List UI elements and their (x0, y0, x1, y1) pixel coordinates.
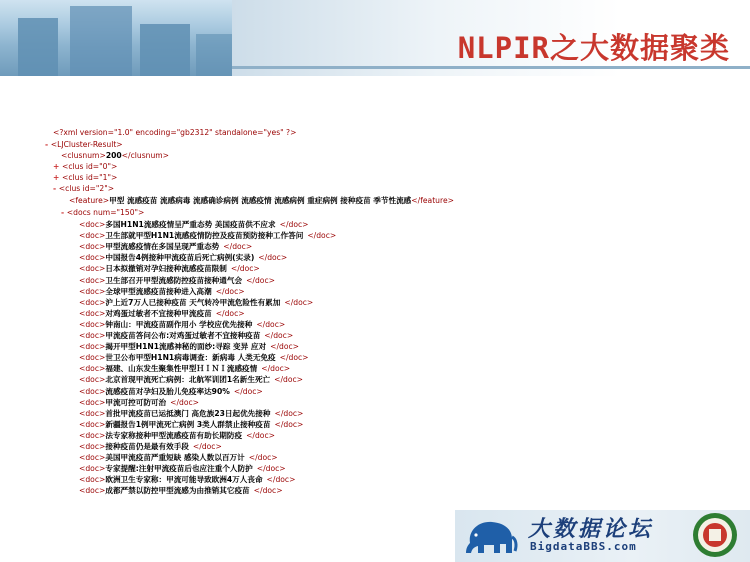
xml-doc-open: <doc> (79, 453, 106, 463)
xml-doc-close: </doc> (274, 419, 304, 429)
xml-doc-open: <doc> (79, 253, 106, 263)
xml-doc-open: <doc> (79, 408, 106, 418)
xml-doc-title: 新疆报告1例甲流死亡病例 3类人群禁止接种疫苗 (105, 419, 271, 429)
xml-root-tag: <LJCluster-Result> (50, 140, 123, 149)
xml-doc-close: </doc> (274, 408, 304, 418)
xml-doc-line (79, 375, 303, 385)
xml-doc-line (79, 353, 309, 363)
xml-docs-tag: <docs num="150"> (66, 208, 145, 217)
xml-doc-line (79, 287, 245, 297)
xml-doc-title: 首批甲流疫苗已运抵澳门 高危族23日起优先接种 (105, 408, 271, 418)
xml-doc-title: 中国报告4例接种甲流疫苗后死亡病例(实录) (105, 253, 255, 263)
xml-doc-line (79, 475, 295, 485)
xml-doc-title: 甲流疫苗答问公布:对鸡蛋过敏者不宜接种疫苗 (105, 331, 261, 340)
xml-doc-open: <doc> (79, 319, 106, 329)
xml-docs-line (61, 208, 144, 218)
xml-doc-line (79, 420, 303, 430)
xml-doc-open: <doc> (79, 386, 106, 396)
xml-clus0-line (53, 162, 117, 172)
xml-doc-close: </doc> (253, 486, 283, 496)
xml-doc-open: <doc> (79, 297, 106, 307)
xml-doc-title: 甲流可控可防可治 (105, 397, 167, 407)
xml-doc-close: </doc> (215, 286, 245, 296)
xml-clus1-line (53, 173, 117, 183)
xml-doc-title: 美国甲流疫苗严重短缺 感染人数以百万计 (105, 453, 245, 463)
header-building-photo (0, 0, 232, 76)
xml-doc-open: <doc> (79, 242, 106, 252)
footer-logo-url: BigdataBBS.com (530, 540, 637, 553)
xml-doc-close: </doc> (223, 242, 253, 252)
xml-doc-line (79, 387, 263, 397)
xml-doc-close: </doc> (279, 353, 309, 363)
xml-clusnum-line (61, 151, 169, 161)
xml-doc-line (79, 242, 252, 252)
xml-doc-line (79, 442, 222, 452)
xml-doc-title: 多国H1N1流感疫情呈严重态势 美国疫苗供不应求 (105, 220, 276, 229)
xml-doc-open: <doc> (79, 397, 106, 407)
collapse-toggle-root[interactable]: - (45, 140, 51, 149)
xml-doc-title: 法专家称接种甲型流感疫苗有助长期防疫 (105, 430, 243, 440)
xml-doc-close: </doc> (266, 475, 296, 485)
footer-logo-name: 大数据论坛 (528, 516, 654, 542)
xml-doc-line (79, 486, 283, 496)
xml-doc-line (79, 331, 293, 341)
xml-doc-open: <doc> (79, 231, 106, 241)
xml-clus1-tag: <clus id="1"> (62, 173, 118, 182)
xml-doc-open: <doc> (79, 419, 106, 429)
xml-clus0-tag: <clus id="0"> (62, 162, 118, 171)
xml-doc-line (79, 298, 313, 308)
xml-doc-open: <doc> (79, 342, 106, 352)
xml-clus2-line (53, 184, 114, 194)
collapse-toggle-clus2[interactable]: - (53, 184, 59, 193)
xml-doc-close: </doc> (230, 264, 260, 274)
xml-doc-open: <doc> (79, 442, 106, 451)
xml-doc-close: </doc> (246, 275, 275, 285)
xml-doc-title: 卫生部召开甲型流感防控疫苗接种通气会 (105, 275, 243, 285)
xml-doc-title: 全球甲型流感疫苗接种进入高潮 (105, 286, 212, 296)
xml-doc-line (79, 231, 336, 241)
collapse-toggle-docs[interactable]: - (61, 208, 67, 217)
elephant-logo-icon (462, 513, 520, 557)
xml-doc-open: <doc> (79, 464, 106, 474)
xml-doc-title: 钟南山：甲流疫苗副作用小 学校应优先接种 (105, 319, 253, 329)
xml-doc-open: <doc> (79, 353, 106, 363)
xml-clus2-tag: <clus id="2"> (58, 184, 115, 193)
xml-doc-close: </doc> (307, 231, 337, 241)
xml-doc-close: </doc> (284, 297, 314, 307)
xml-declaration: <?xml version="1.0" encoding="gb2312" standalone="yes" ?> (53, 128, 297, 137)
xml-clusnum-open: <clusnum> (61, 151, 106, 160)
xml-doc-line (79, 453, 278, 463)
xml-doc-open: <doc> (79, 364, 106, 374)
xml-doc-open: <doc> (79, 430, 106, 440)
xml-doc-close: </doc> (233, 386, 263, 396)
xml-doc-close: </doc> (215, 308, 245, 318)
expand-toggle-clus0[interactable]: + (53, 162, 63, 171)
xml-doc-title: 日本拟撤销对孕妇接种流感疫苗限制 (105, 264, 227, 274)
xml-doc-close: </doc> (256, 319, 286, 329)
xml-doc-close: </doc> (248, 453, 278, 463)
xml-doc-open: <doc> (79, 475, 106, 485)
xml-doc-close: </doc> (274, 375, 304, 385)
xml-doc-title: 甲型流感疫情在多国呈现严重态势 (105, 242, 220, 252)
xml-doc-open: <doc> (79, 264, 106, 274)
xml-feature-open: <feature> (69, 196, 110, 205)
xml-doc-close: </doc> (279, 220, 309, 229)
xml-doc-close: </doc> (270, 342, 300, 352)
xml-doc-title: 对鸡蛋过敏者不宜接种甲流疫苗 (105, 308, 212, 318)
xml-doc-line (79, 409, 303, 419)
xml-root-line (45, 140, 123, 150)
xml-doc-close: </doc> (192, 442, 222, 451)
xml-doc-open: <doc> (79, 275, 106, 285)
xml-doc-close: </doc> (170, 397, 200, 407)
xml-feature-close: </feature> (411, 196, 454, 205)
xml-clusnum-close: </clusnum> (121, 151, 170, 160)
xml-doc-line (79, 320, 285, 330)
xml-doc-open: <doc> (79, 486, 106, 496)
xml-doc-close: </doc> (261, 364, 291, 374)
xml-doc-close: </doc> (264, 331, 294, 340)
xml-doc-title: 卫生部就甲型H1N1流感疫情防控及疫苗预防接种工作答问 (105, 231, 304, 241)
xml-doc-line (79, 220, 309, 230)
xml-doc-title: 福建、山东发生聚集性甲型ＨＩＮＩ流感疫情 (105, 364, 258, 374)
xml-doc-open: <doc> (79, 375, 106, 385)
xml-doc-open: <doc> (79, 220, 106, 229)
xml-doc-close: </doc> (258, 253, 288, 263)
xml-doc-line (79, 309, 245, 319)
expand-toggle-clus1[interactable]: + (53, 173, 63, 182)
university-seal-icon (692, 512, 738, 558)
xml-doc-title: 沪上近7万人已接种疫苗 天气转冷甲流危险性有累加 (105, 297, 281, 307)
xml-feature-line (69, 196, 454, 206)
xml-doc-title: 接种疫苗仍是最有效手段 (105, 442, 189, 451)
xml-doc-title: 欧洲卫生专家称：甲流可能导致欧洲4万人丧命 (105, 475, 263, 485)
xml-doc-open: <doc> (79, 331, 106, 340)
xml-doc-line (79, 253, 287, 263)
xml-doc-title: 世卫公布甲型H1N1病毒调查：新病毒 人类无免疫 (105, 353, 276, 363)
xml-doc-title: 成都严禁以防控甲型流感为由推销其它疫苗 (105, 486, 250, 496)
xml-doc-close: </doc> (256, 464, 286, 474)
xml-doc-title: 北京首现甲流死亡病例：北航军训团1名新生死亡 (105, 375, 271, 385)
xml-doc-line (79, 264, 260, 274)
slide-header (0, 0, 750, 80)
xml-doc-line (79, 398, 199, 408)
xml-doc-open: <doc> (79, 308, 106, 318)
xml-doc-title: 专家提醒:注射甲流疫苗后也应注重个人防护 (105, 464, 253, 474)
xml-doc-close: </doc> (246, 430, 275, 440)
xml-doc-line (79, 431, 275, 441)
xml-feature-value: 甲型 流感疫苗 流感病毒 流感确诊病例 流感疫情 流感病例 重症病例 接种疫苗 季节性流感 (109, 196, 412, 205)
xml-doc-line (79, 464, 286, 474)
xml-doc-title: 揭开甲型H1N1流感神秘的面纱:寻踪 变异 应对 (105, 342, 267, 352)
slide-title: NLPIR之大数据聚类 (457, 31, 730, 65)
xml-doc-line (79, 342, 299, 352)
xml-doc-title: 流感疫苗对孕妇及胎儿免疫率达90% (105, 386, 230, 396)
xml-doc-line (79, 364, 290, 374)
xml-doc-open: <doc> (79, 286, 106, 296)
xml-doc-line (79, 276, 275, 286)
xml-clusnum-value: 200 (105, 151, 122, 160)
